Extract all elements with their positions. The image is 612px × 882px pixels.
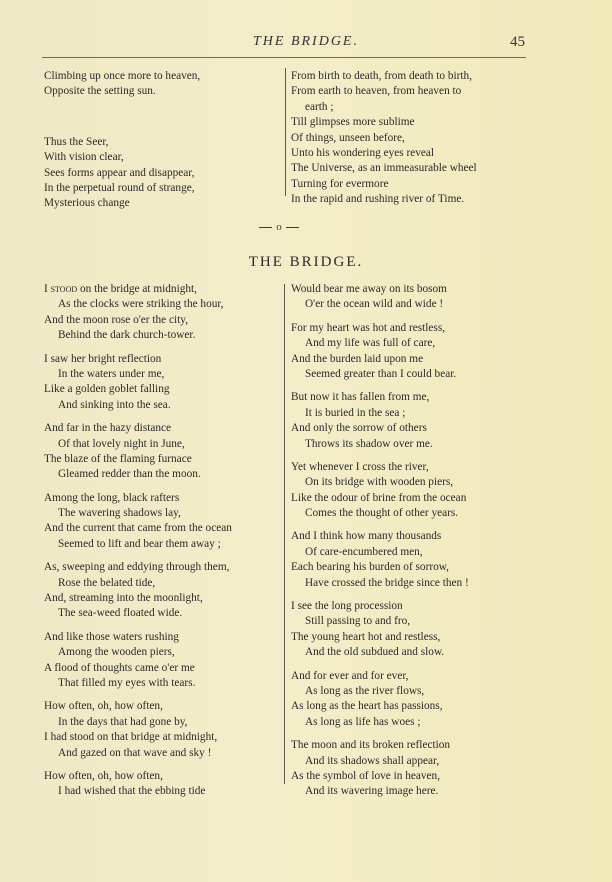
- verse-line: Like the odour of brine from the ocean: [291, 491, 467, 504]
- verse-line: Thus the Seer,: [44, 135, 109, 148]
- top-right-column: [291, 69, 477, 208]
- verse-line: Like a golden goblet falling: [44, 383, 170, 396]
- verse-line: The blaze of the flaming furnace: [44, 452, 192, 465]
- verse-line: The moon and its broken reflection: [291, 739, 451, 752]
- verse-line: But now it has fallen from me,: [291, 391, 430, 404]
- verse-line: And its wavering image here.: [305, 785, 439, 798]
- verse-line: Till glimpses more sublime: [291, 116, 415, 129]
- verse-line: In the days that had gone by,: [58, 715, 188, 728]
- verse-line: I had wished that the ebbing tide: [58, 785, 206, 798]
- running-title: THE BRIDGE.: [253, 34, 359, 49]
- verse-line: For my heart was hot and restless,: [291, 321, 446, 334]
- verse-line: And my life was full of care,: [305, 337, 436, 350]
- verse-line: Have crossed the bridge since then !: [305, 576, 469, 589]
- verse-line: earth ;: [305, 100, 334, 113]
- small-caps-word: stood: [50, 283, 78, 295]
- verse-line: Among the wooden piers,: [58, 646, 175, 659]
- section-ornament: o: [259, 221, 299, 233]
- verse-line: Seemed greater than I could bear.: [305, 367, 457, 380]
- verse-line: And its shadows shall appear,: [305, 754, 440, 767]
- verse-line: Behind the dark church-tower.: [58, 329, 196, 342]
- verse-line: As the symbol of love in heaven,: [291, 769, 441, 782]
- verse-line: And gazed on that wave and sky !: [58, 746, 212, 759]
- verse-line: And the moon rose o'er the city,: [44, 313, 189, 326]
- verse-line: Seemed to lift and bear them away ;: [58, 537, 221, 550]
- verse-line: Gleamed redder than the moon.: [58, 468, 201, 481]
- verse-line: Of things, unseen before,: [291, 131, 405, 144]
- verse-line: As long as the heart has passions,: [291, 700, 443, 713]
- verse-line: With vision clear,: [44, 151, 124, 164]
- verse-line: And for ever and for ever,: [291, 669, 409, 682]
- first-line-rest: on the bridge at midnight,: [77, 283, 197, 295]
- verse-line: How often, oh, how often,: [44, 769, 163, 782]
- verse-line: Opposite the setting sun.: [44, 85, 156, 98]
- verse-line: From birth to death, from death to birth,: [291, 70, 473, 82]
- drop-letter: I: [44, 283, 48, 295]
- verse-line: As long as life has woes ;: [305, 715, 421, 728]
- poem-right-column: [291, 282, 469, 800]
- verse-line: That filled my eyes with tears.: [58, 676, 196, 689]
- verse-line: And the old subdued and slow.: [305, 646, 445, 659]
- verse-line: And the current that came from the ocean: [44, 522, 232, 535]
- verse-line: In the perpetual round of strange,: [44, 181, 195, 194]
- verse-line: And sinking into the sea.: [58, 398, 171, 411]
- verse-line: Climbing up once more to heaven,: [44, 70, 201, 82]
- verse-line: The young heart hot and restless,: [291, 630, 441, 643]
- verse-line: Sees forms appear and disappear,: [44, 166, 195, 179]
- verse-line: And far in the hazy distance: [44, 422, 172, 435]
- verse-line: And I think how many thousands: [291, 530, 442, 543]
- verse-line: I see the long procession: [291, 600, 403, 613]
- verse-line: And only the sorrow of others: [291, 422, 427, 435]
- verse-line: Turning for evermore: [291, 177, 389, 190]
- verse-line: I had stood on that bridge at midnight,: [44, 731, 218, 744]
- verse-line: O'er the ocean wild and wide !: [305, 298, 444, 311]
- verse-line: In the rapid and rushing river of Time.: [291, 193, 465, 206]
- verse-line: And the burden laid upon me: [291, 352, 424, 365]
- verse-line: Of care-encumbered men,: [305, 545, 423, 558]
- verse-line: The wavering shadows lay,: [58, 507, 181, 520]
- verse-line: The Universe, as an immeasurable wheel: [291, 162, 477, 175]
- column-divider: [284, 284, 285, 784]
- verse-line: Of that lovely night in June,: [58, 437, 185, 450]
- verse-line: And, streaming into the moonlight,: [44, 592, 203, 605]
- verse-line: Throws its shadow over me.: [305, 437, 433, 450]
- verse-line: The sea-weed floated wide.: [58, 607, 183, 620]
- verse-line: Each bearing his burden of sorrow,: [291, 561, 450, 574]
- verse-line: From earth to heaven, from heaven to: [291, 85, 462, 98]
- verse-line: Would bear me away on its bosom: [291, 283, 447, 295]
- verse-line: As, sweeping and eddying through them,: [44, 561, 230, 574]
- verse-line: How often, oh, how often,: [44, 700, 163, 713]
- verse-line: Still passing to and fro,: [305, 615, 411, 628]
- verse-line: Rose the belated tide,: [58, 576, 156, 589]
- verse-line: Among the long, black rafters: [44, 491, 180, 504]
- header-rule: [42, 57, 526, 58]
- verse-line: It is buried in the sea ;: [305, 406, 406, 419]
- verse-line: I saw her bright reflection: [44, 352, 162, 365]
- verse-line: As long as the river flows,: [305, 684, 425, 697]
- column-divider: [285, 68, 286, 196]
- verse-line: A flood of thoughts came o'er me: [44, 661, 195, 674]
- verse-line: Yet whenever I cross the river,: [291, 460, 429, 473]
- verse-line: On its bridge with wooden piers,: [305, 476, 454, 489]
- verse-line: In the waters under me,: [58, 367, 165, 380]
- poem-title: THE BRIDGE.: [248, 254, 364, 270]
- verse-line: As the clocks were striking the hour,: [58, 298, 224, 311]
- poem-left-column: [44, 282, 232, 800]
- top-left-column: [44, 69, 200, 212]
- verse-line: And like those waters rushing: [44, 630, 179, 643]
- verse-line: Comes the thought of other years.: [305, 507, 459, 520]
- verse-line: Unto his wondering eyes reveal: [291, 146, 435, 159]
- verse-line: Mysterious change: [44, 197, 130, 210]
- first-verse-line: [44, 282, 232, 297]
- page-number: 45: [510, 34, 525, 50]
